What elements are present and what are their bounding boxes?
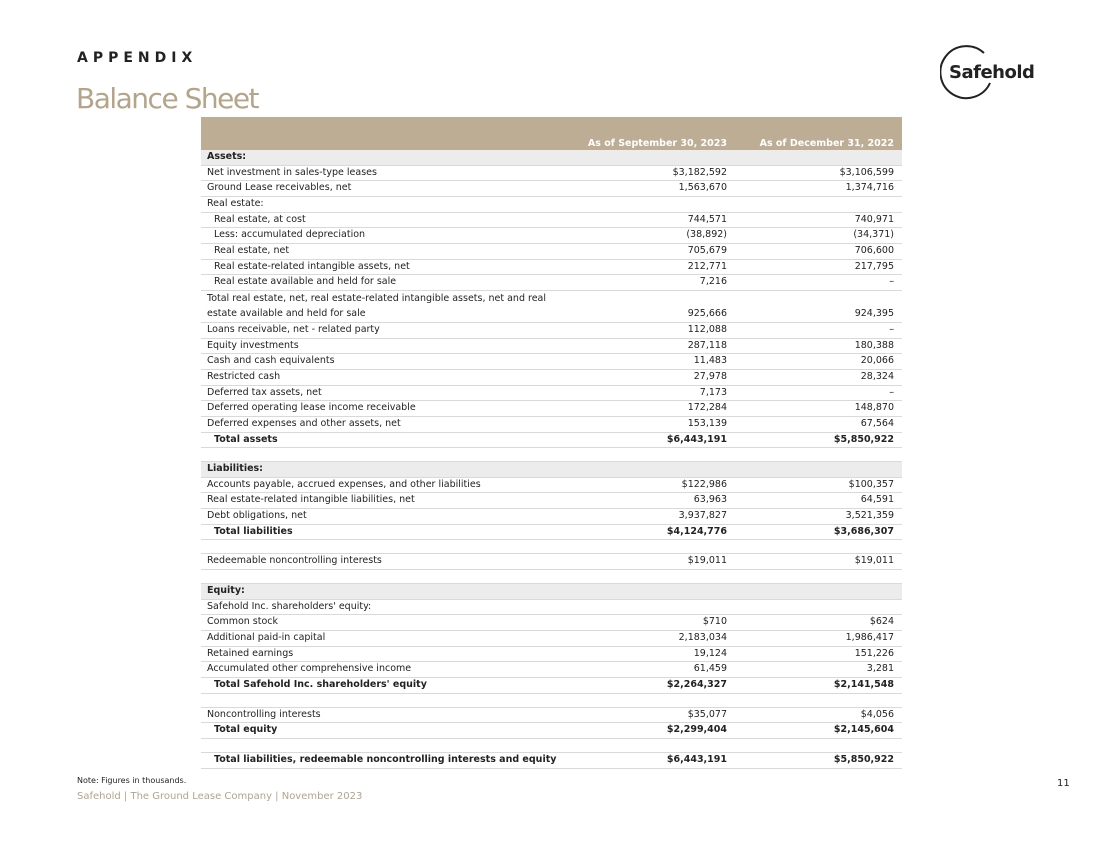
row-label: Total Safehold Inc. shareholders' equity: [201, 678, 585, 694]
table-row: [201, 369, 902, 385]
row-value-sep-2023: [585, 196, 735, 212]
table-row: [201, 448, 902, 462]
row-label: Deferred tax assets, net: [201, 385, 585, 401]
row-value-sep-2023: $6,443,191: [585, 753, 735, 769]
row-label: Real estate-related intangible assets, net: [201, 259, 585, 275]
row-label: Total assets: [201, 432, 585, 448]
row-value-sep-2023: 7,216: [585, 275, 735, 291]
row-value-sep-2023: $2,264,327: [585, 678, 735, 694]
row-value-dec-2022: [735, 540, 902, 554]
table-row: [201, 150, 902, 165]
column-header-dec-2022: As of December 31, 2022: [735, 117, 902, 150]
row-label: Accounts payable, accrued expenses, and other liabilities: [201, 477, 585, 493]
table-row: [201, 416, 902, 432]
row-value-sep-2023: 744,571: [585, 212, 735, 228]
table-row: [201, 599, 902, 615]
row-value-dec-2022: [735, 570, 902, 584]
table-row: [201, 707, 902, 723]
row-value-dec-2022: $3,106,599: [735, 165, 902, 181]
footer: Safehold | The Ground Lease Company | November 2023: [77, 791, 363, 802]
row-value-dec-2022: 67,564: [735, 416, 902, 432]
row-label: [201, 448, 585, 462]
column-header-sep-2023: As of September 30, 2023: [585, 117, 735, 150]
table-header-row: [201, 117, 902, 150]
row-value-sep-2023: 3,937,827: [585, 509, 735, 525]
row-value-dec-2022: $3,686,307: [735, 524, 902, 540]
row-label: [201, 739, 585, 753]
table-row: [201, 493, 902, 509]
row-value-sep-2023: [585, 599, 735, 615]
row-value-sep-2023: 705,679: [585, 243, 735, 259]
section-label: APPENDIX: [77, 50, 198, 66]
row-label: [201, 570, 585, 584]
note: Note: Figures in thousands.: [77, 776, 187, 785]
row-value-sep-2023: $4,124,776: [585, 524, 735, 540]
table-row: [201, 662, 902, 678]
row-value-sep-2023: [585, 150, 735, 165]
row-label: Equity investments: [201, 338, 585, 354]
row-label: Real estate available and held for sale: [201, 275, 585, 291]
row-value-sep-2023: [585, 462, 735, 478]
row-value-dec-2022: 28,324: [735, 369, 902, 385]
row-label: Noncontrolling interests: [201, 707, 585, 723]
column-header-label: [201, 117, 585, 150]
table-row: [201, 290, 902, 322]
row-value-dec-2022: –: [735, 275, 902, 291]
table-row: [201, 432, 902, 448]
row-label: Debt obligations, net: [201, 509, 585, 525]
row-value-sep-2023: 287,118: [585, 338, 735, 354]
table-row: [201, 739, 902, 753]
row-value-dec-2022: $5,850,922: [735, 753, 902, 769]
row-value-dec-2022: [735, 196, 902, 212]
row-value-dec-2022: 1,986,417: [735, 631, 902, 647]
row-value-dec-2022: [735, 462, 902, 478]
row-value-sep-2023: $2,299,404: [585, 723, 735, 739]
table-row: [201, 322, 902, 338]
row-value-dec-2022: $5,850,922: [735, 432, 902, 448]
logo-text: Safehold: [949, 62, 1035, 83]
row-label: [201, 540, 585, 554]
table-row: [201, 540, 902, 554]
row-label: Liabilities:: [201, 462, 585, 478]
row-value-dec-2022: $4,056: [735, 707, 902, 723]
table-row: [201, 693, 902, 707]
row-value-dec-2022: [735, 150, 902, 165]
row-label: Additional paid-in capital: [201, 631, 585, 647]
row-value-sep-2023: [585, 540, 735, 554]
row-label: Ground Lease receivables, net: [201, 181, 585, 197]
row-value-dec-2022: 3,281: [735, 662, 902, 678]
row-label: Deferred operating lease income receivable: [201, 401, 585, 417]
row-label: Equity:: [201, 584, 585, 600]
row-label: Real estate:: [201, 196, 585, 212]
row-value-sep-2023: 1,563,670: [585, 181, 735, 197]
row-value-sep-2023: [585, 448, 735, 462]
row-value-dec-2022: 64,591: [735, 493, 902, 509]
row-label: Real estate, at cost: [201, 212, 585, 228]
row-label: Redeemable noncontrolling interests: [201, 554, 585, 570]
row-value-sep-2023: 63,963: [585, 493, 735, 509]
page-number: 11: [1057, 778, 1070, 789]
row-value-dec-2022: [735, 599, 902, 615]
table-body: [201, 150, 902, 768]
table-row: [201, 753, 902, 769]
table-row: [201, 509, 902, 525]
row-value-sep-2023: 925,666: [585, 290, 735, 322]
row-value-sep-2023: [585, 584, 735, 600]
row-value-dec-2022: $624: [735, 615, 902, 631]
row-value-dec-2022: 148,870: [735, 401, 902, 417]
table-row: [201, 584, 902, 600]
row-value-dec-2022: –: [735, 385, 902, 401]
page-title: Balance Sheet: [76, 82, 259, 115]
row-value-sep-2023: [585, 570, 735, 584]
row-label: Real estate-related intangible liabilities, net: [201, 493, 585, 509]
row-label: Restricted cash: [201, 369, 585, 385]
row-label: Total liabilities: [201, 524, 585, 540]
table-row: [201, 477, 902, 493]
row-value-sep-2023: [585, 693, 735, 707]
row-value-sep-2023: 61,459: [585, 662, 735, 678]
row-label: Total equity: [201, 723, 585, 739]
table-row: [201, 462, 902, 478]
table-row: [201, 401, 902, 417]
row-value-dec-2022: 1,374,716: [735, 181, 902, 197]
row-label: Assets:: [201, 150, 585, 165]
row-label: [201, 693, 585, 707]
row-value-dec-2022: $19,011: [735, 554, 902, 570]
row-value-dec-2022: 20,066: [735, 354, 902, 370]
row-label: Real estate, net: [201, 243, 585, 259]
row-label: Less: accumulated depreciation: [201, 228, 585, 244]
table-row: [201, 243, 902, 259]
row-value-dec-2022: [735, 693, 902, 707]
row-value-dec-2022: (34,371): [735, 228, 902, 244]
table-row: [201, 228, 902, 244]
table-row: [201, 196, 902, 212]
row-value-sep-2023: $122,986: [585, 477, 735, 493]
table-row: [201, 385, 902, 401]
row-value-sep-2023: 11,483: [585, 354, 735, 370]
row-value-dec-2022: [735, 739, 902, 753]
row-label: Deferred expenses and other assets, net: [201, 416, 585, 432]
row-label: Cash and cash equivalents: [201, 354, 585, 370]
table-row: [201, 615, 902, 631]
table-row: [201, 570, 902, 584]
row-value-sep-2023: $35,077: [585, 707, 735, 723]
row-value-dec-2022: 924,395: [735, 290, 902, 322]
row-value-dec-2022: 151,226: [735, 646, 902, 662]
row-value-sep-2023: 19,124: [585, 646, 735, 662]
row-value-sep-2023: (38,892): [585, 228, 735, 244]
table-row: [201, 646, 902, 662]
row-value-sep-2023: [585, 739, 735, 753]
row-value-dec-2022: 740,971: [735, 212, 902, 228]
row-label: Retained earnings: [201, 646, 585, 662]
row-value-dec-2022: $2,145,604: [735, 723, 902, 739]
row-label: Loans receivable, net - related party: [201, 322, 585, 338]
row-label: Total liabilities, redeemable noncontrolling interests and equity: [201, 753, 585, 769]
row-value-dec-2022: 180,388: [735, 338, 902, 354]
table-row: [201, 723, 902, 739]
balance-sheet-table: [201, 117, 902, 769]
row-value-sep-2023: 2,183,034: [585, 631, 735, 647]
row-value-dec-2022: $100,357: [735, 477, 902, 493]
row-value-sep-2023: $6,443,191: [585, 432, 735, 448]
row-value-dec-2022: 706,600: [735, 243, 902, 259]
table-row: [201, 338, 902, 354]
row-value-dec-2022: [735, 448, 902, 462]
table-row: [201, 275, 902, 291]
table-row: [201, 678, 902, 694]
row-value-sep-2023: $19,011: [585, 554, 735, 570]
row-value-sep-2023: 7,173: [585, 385, 735, 401]
table-row: [201, 524, 902, 540]
table-row: [201, 165, 902, 181]
table-row: [201, 259, 902, 275]
row-value-dec-2022: $2,141,548: [735, 678, 902, 694]
row-label: Total real estate, net, real estate-related intangible assets, net and real estate available and held for sale: [201, 290, 585, 322]
row-value-dec-2022: 3,521,359: [735, 509, 902, 525]
table-row: [201, 212, 902, 228]
table-row: [201, 181, 902, 197]
row-value-dec-2022: [735, 584, 902, 600]
row-value-dec-2022: 217,795: [735, 259, 902, 275]
row-value-sep-2023: 153,139: [585, 416, 735, 432]
row-label: Common stock: [201, 615, 585, 631]
row-value-sep-2023: 112,088: [585, 322, 735, 338]
row-value-sep-2023: 212,771: [585, 259, 735, 275]
row-value-sep-2023: 27,978: [585, 369, 735, 385]
row-label: Safehold Inc. shareholders' equity:: [201, 599, 585, 615]
row-value-dec-2022: –: [735, 322, 902, 338]
row-value-sep-2023: $710: [585, 615, 735, 631]
row-label: Net investment in sales-type leases: [201, 165, 585, 181]
row-value-sep-2023: 172,284: [585, 401, 735, 417]
table-row: [201, 554, 902, 570]
table-row: [201, 631, 902, 647]
row-value-sep-2023: $3,182,592: [585, 165, 735, 181]
table-row: [201, 354, 902, 370]
row-label: Accumulated other comprehensive income: [201, 662, 585, 678]
